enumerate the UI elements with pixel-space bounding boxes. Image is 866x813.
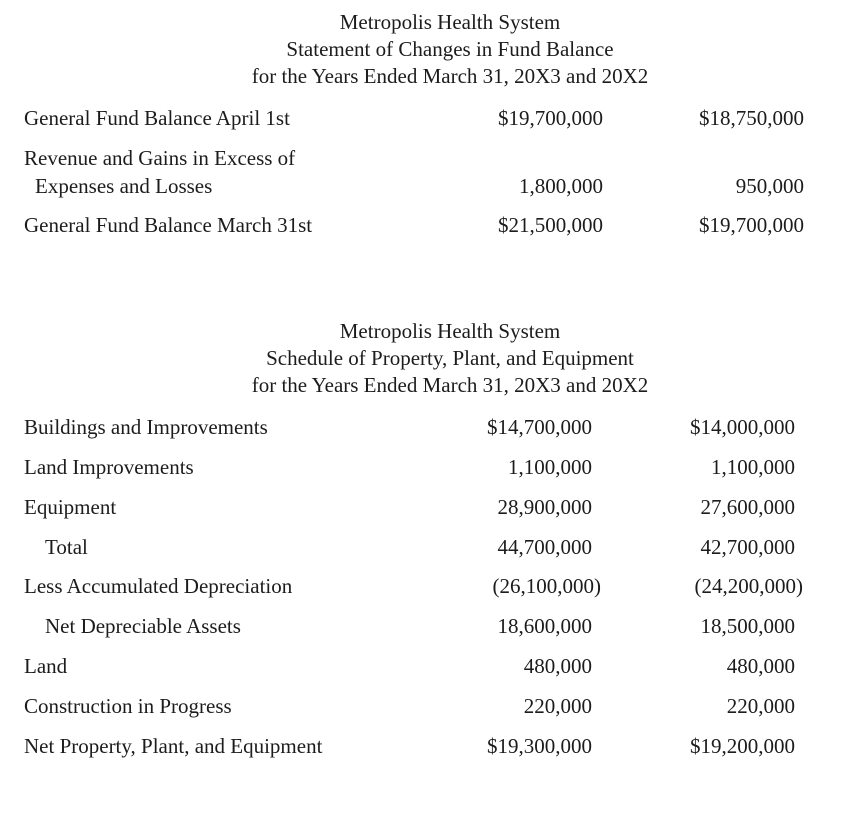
- value-20x2: 18,500,000: [700, 614, 795, 638]
- value-20x2: $19,700,000: [699, 213, 804, 237]
- value-20x3: $14,700,000: [487, 415, 592, 439]
- statement-heading: [0, 9, 866, 90]
- statement-row: [0, 172, 866, 200]
- value-20x3: $21,500,000: [498, 213, 603, 237]
- schedule-period: for the Years Ended March 31, 20X3 and 20X2: [251, 373, 649, 397]
- row-label: Land: [24, 654, 68, 678]
- row-label: Net Depreciable Assets: [45, 614, 241, 638]
- statement-period: for the Years Ended March 31, 20X3 and 20X2: [251, 64, 649, 88]
- row-label: Equipment: [24, 495, 117, 519]
- schedule-row-subtotal: [0, 533, 866, 561]
- value-20x3: 1,800,000: [519, 174, 603, 198]
- schedule-row: [0, 493, 866, 521]
- row-label: General Fund Balance April 1st: [24, 106, 290, 130]
- value-20x2: (24,200,000): [694, 574, 803, 598]
- schedule-row: [0, 453, 866, 481]
- statement-org-name: Metropolis Health System: [339, 10, 561, 34]
- row-label: Construction in Progress: [24, 694, 232, 718]
- value-20x2: 480,000: [726, 654, 795, 678]
- value-20x3: (26,100,000): [492, 574, 601, 598]
- row-label: Buildings and Improvements: [24, 415, 268, 439]
- value-20x2: 27,600,000: [700, 495, 795, 519]
- value-20x2: 42,700,000: [700, 535, 795, 559]
- statement-row-label-line1: [0, 144, 866, 172]
- row-label: Revenue and Gains in Excess of: [24, 146, 296, 170]
- value-20x3: $19,700,000: [498, 106, 603, 130]
- statement-row: [0, 104, 866, 132]
- schedule-title: Schedule of Property, Plant, and Equipment: [266, 346, 634, 370]
- row-label: General Fund Balance March 31st: [24, 213, 313, 237]
- row-label: Land Improvements: [24, 455, 194, 479]
- value-20x3: $19,300,000: [487, 734, 592, 758]
- value-20x3: 44,700,000: [497, 535, 592, 559]
- row-label: Total: [45, 535, 88, 559]
- schedule-row: [0, 572, 866, 600]
- row-label: Net Property, Plant, and Equipment: [24, 734, 323, 758]
- statement-row: [0, 211, 866, 239]
- value-20x3: 18,600,000: [497, 614, 592, 638]
- value-20x2: $19,200,000: [690, 734, 795, 758]
- schedule-org-name: Metropolis Health System: [339, 319, 561, 343]
- schedule-row: [0, 413, 866, 441]
- schedule-heading: [0, 318, 866, 399]
- schedule-row: [0, 652, 866, 680]
- statement-title: Statement of Changes in Fund Balance: [286, 37, 614, 61]
- value-20x3: 1,100,000: [508, 455, 592, 479]
- value-20x2: 220,000: [726, 694, 795, 718]
- value-20x2: $18,750,000: [699, 106, 804, 130]
- value-20x2: 950,000: [735, 174, 804, 198]
- schedule-row-subtotal: [0, 612, 866, 640]
- value-20x3: 220,000: [523, 694, 592, 718]
- value-20x3: 480,000: [523, 654, 592, 678]
- row-label-continued: Expenses and Losses: [35, 174, 213, 198]
- schedule-row: [0, 692, 866, 720]
- schedule-row-total: [0, 732, 866, 760]
- value-20x2: $14,000,000: [690, 415, 795, 439]
- value-20x3: 28,900,000: [497, 495, 592, 519]
- row-label: Less Accumulated Depreciation: [24, 574, 293, 598]
- value-20x2: 1,100,000: [711, 455, 795, 479]
